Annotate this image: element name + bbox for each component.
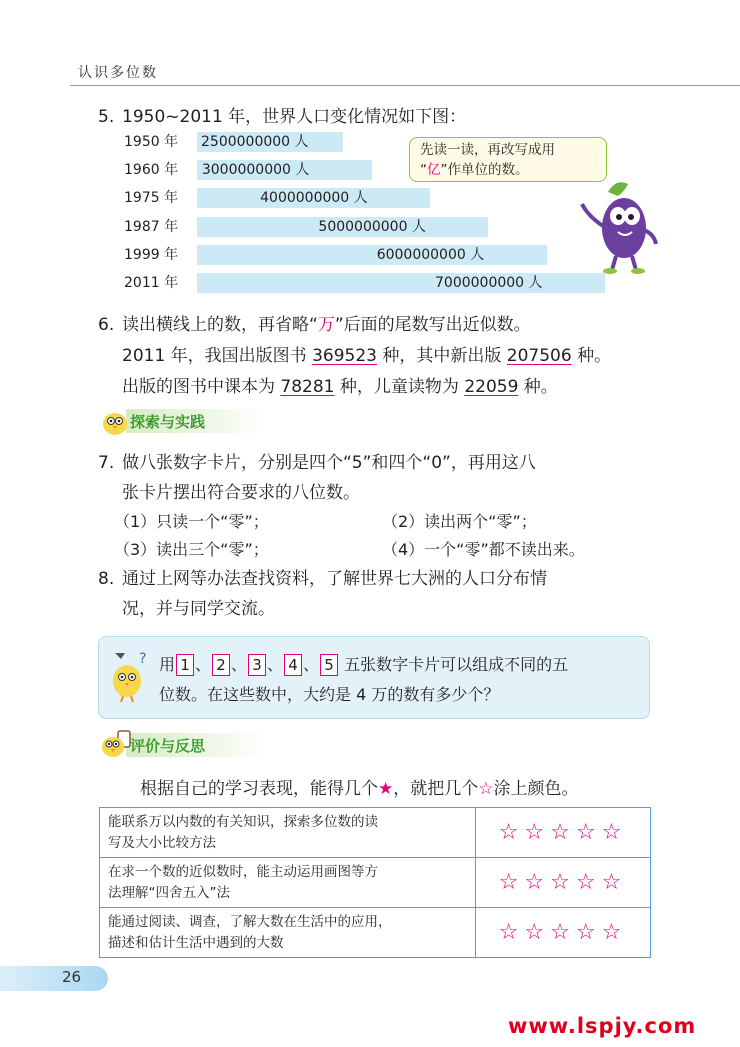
bar-year-label: 1999 年 <box>124 246 179 263</box>
evaluation-intro: 根据自己的学习表现，能得几个★，就把几个☆涂上颜色。 <box>140 779 579 799</box>
watermark: www.lspjy.com <box>508 1014 697 1038</box>
header-divider <box>70 85 740 86</box>
problem-7-line-2: 张卡片摆出符合要求的八位数。 <box>122 483 360 503</box>
bar-value-label: 4000000000 人 <box>260 190 368 207</box>
challenge-line-2: 位数。在这些数中，大约是 4 万的数有多少个？ <box>159 685 500 704</box>
running-header: 认识多位数 <box>78 65 158 81</box>
problem-5-text: 1950~2011 年，世界人口变化情况如下图： <box>122 107 467 127</box>
eggplant-mascot-icon <box>578 170 660 276</box>
thinking-chick-icon <box>109 649 151 705</box>
problem-6-line-2: 2011 年，我国出版图书 369523 种，其中新出版 207506 种。 <box>122 346 612 366</box>
problem-7-line-1: 7. 做八张数字卡片，分别是四个“5”和四个“0”，再用这八 <box>98 453 536 473</box>
table-row <box>100 858 651 908</box>
bar-year-label: 1975 年 <box>124 190 179 207</box>
bar-value-label: 3000000000 人 <box>201 162 310 179</box>
digit-card-4: 4 <box>284 654 302 676</box>
section-label: 探索与实践 <box>130 413 206 431</box>
bar-value-label: 2500000000 人 <box>201 134 309 150</box>
bubble-line-1: 先读一读，再改写成用 <box>420 142 555 158</box>
challenge-box <box>98 636 650 719</box>
table-row <box>100 808 651 858</box>
population-bar <box>197 245 547 265</box>
population-bar <box>197 273 605 293</box>
bar-year-label: 1987 年 <box>124 218 179 235</box>
problem-7-option-1: （1）只读一个“零”； <box>114 512 269 531</box>
bubble-line-2: “亿”作单位的数。 <box>420 162 529 178</box>
criterion-cell: 在求一个数的近似数时，能主动运用画图等方 法理解“四舍五入”法 <box>100 858 476 908</box>
problem-7-option-3: （3）读出三个“零”； <box>114 540 269 559</box>
number-207506: 207506 <box>506 346 572 366</box>
bar-value-label: 5000000000 人 <box>318 218 426 235</box>
table-row <box>100 908 651 958</box>
bar-value-label: 6000000000 人 <box>376 246 485 263</box>
page-number: 26 <box>62 968 82 986</box>
bar-year-label: 1950 年 <box>124 134 179 150</box>
star-rating[interactable]: ☆☆☆☆☆ <box>476 908 651 958</box>
bar-value-label: 7000000000 人 <box>435 275 543 291</box>
problem-5 <box>98 106 466 128</box>
star-rating[interactable]: ☆☆☆☆☆ <box>476 858 651 908</box>
criterion-cell: 能联系万以内数的有关知识，探索多位数的读 写及大小比较方法 <box>100 808 476 858</box>
problem-5-number: 5. <box>98 107 115 127</box>
svg-text:?: ? <box>139 651 147 667</box>
bar-year-label: 1960 年 <box>124 162 179 179</box>
chick-mascot-icon <box>100 407 130 437</box>
problem-8-line-2: 况，并与同学交流。 <box>122 599 275 619</box>
problem-7-option-4: （4）一个“零”都不读出来。 <box>382 540 585 559</box>
number-22059: 22059 <box>464 377 519 397</box>
bar-year-label: 2011 年 <box>124 275 179 291</box>
digit-card-2: 2 <box>212 654 230 676</box>
problem-8-line-1: 8. 通过上网等办法查找资料，了解世界七大洲的人口分布情 <box>98 569 547 589</box>
digit-card-5: 5 <box>320 654 338 676</box>
challenge-line-1: 用 1 、 2 、 3 、 4 、 5 五张数字卡片可以组成不同的五 <box>159 655 569 674</box>
criterion-cell: 能通过阅读、调查，了解大数在生活中的应用， 描述和估计生活中遇到的大数 <box>100 908 476 958</box>
filled-star-icon: ★ <box>378 779 394 799</box>
star-rating[interactable]: ☆☆☆☆☆ <box>476 808 651 858</box>
section-label: 评价与反思 <box>130 737 206 755</box>
number-78281: 78281 <box>280 377 335 397</box>
problem-6-line-3: 出版的图书中课本为 78281 种，儿童读物为 22059 种。 <box>122 377 558 397</box>
chick-with-mirror-icon <box>100 729 132 759</box>
problem-6-line-1: 6. 读出横线上的数，再省略“万”后面的尾数写出近似数。 <box>98 315 531 335</box>
evaluation-table <box>99 807 651 958</box>
digit-card-1: 1 <box>176 654 194 676</box>
page-number-band <box>0 966 108 991</box>
digit-card-3: 3 <box>248 654 266 676</box>
number-369523: 369523 <box>312 346 377 366</box>
problem-7-option-2: （2）读出两个“零”； <box>382 512 537 531</box>
empty-star-icon: ☆ <box>478 779 494 799</box>
